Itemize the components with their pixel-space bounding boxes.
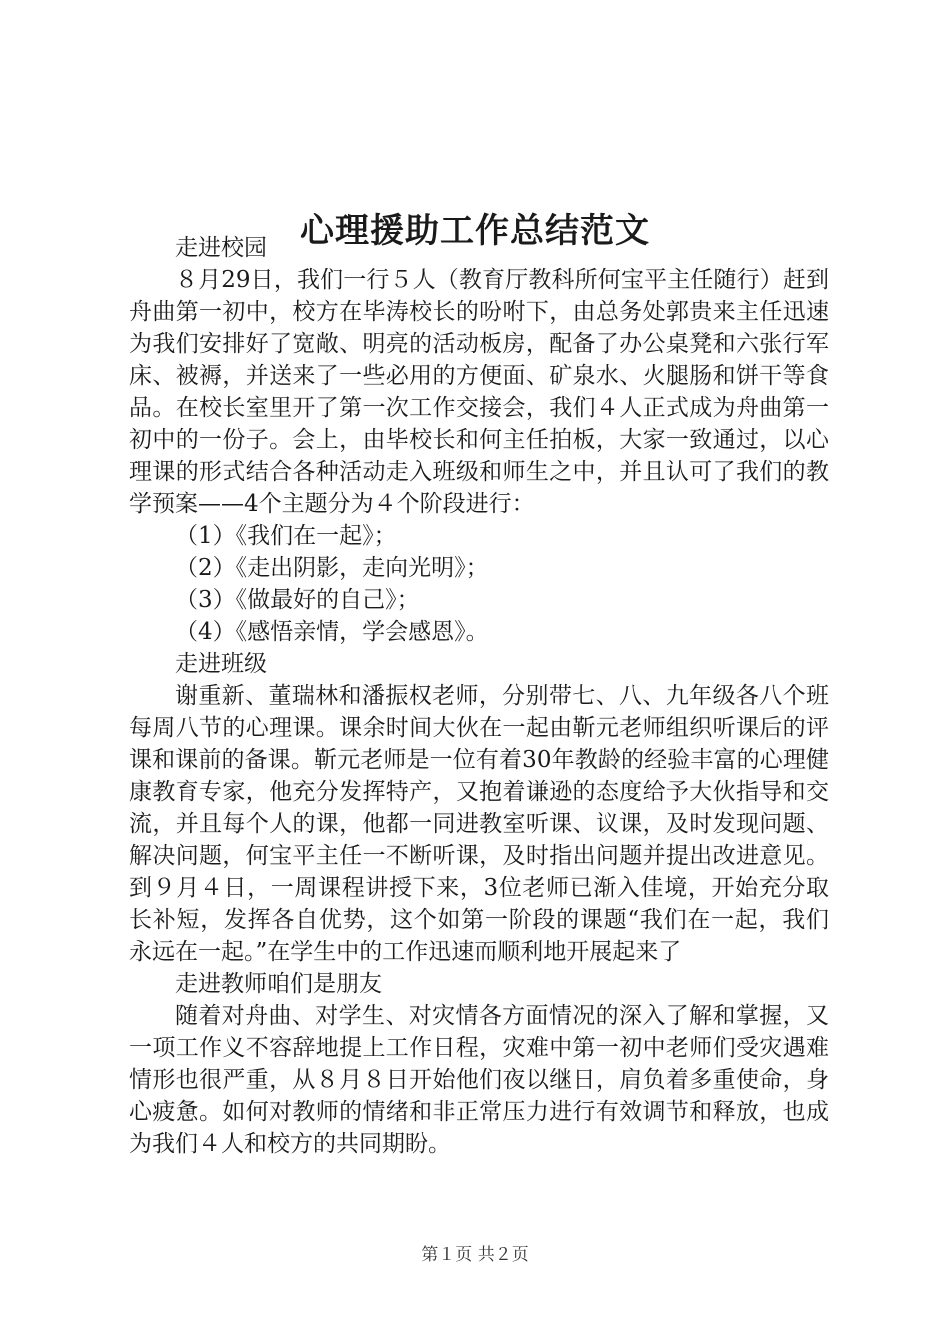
document-title: 心理援助工作总结范文 [300, 210, 650, 251]
page-footer: 第１页 共２页 [421, 1245, 529, 1265]
paragraph-campus: ８月29日，我们一行５人（教育厅教科所何宝平主任随行）赶到舟曲第一初中，校方在毕涛校长的吩咐下，由总务处郭贵来主任迅速为我们安排好了宽敞、明亮的活动板房，配备了办公桌凳和六张行军床、被褥，并送来了一些必用的方便面、矿泉水、火腿肠和饼干等食品。在校长室里开了第一次工作交接会，我们４人正式成为舟曲第一初中的一份子。会上，由毕校长和何主任拍板，大家一致通过，以心理课的形式结合各种活动走入班级和师生之中，并且认可了我们的教学预案——4个主题分为４个阶段进行： [129, 267, 829, 517]
paragraph-class: 谢重新、董瑞林和潘振权老师，分别带七、八、九年级各八个班每周八节的心理课。课余时间大伙在一起由靳元老师组织听课后的评课和课前的备课。靳元老师是一位有着30年教龄的经验丰富的心理健康教育专家，他充分发挥特产，又抱着谦逊的态度给予大伙指导和交流，并且每个人的课，他都一同进教室听课、议课，及时发现问题、解决问题，何宝平主任一不断听课，及时指出问题并提出改进意见。到９月４日，一周课程讲授下来，3位老师已渐入佳境，开始充分取长补短，发挥各自优势，这个如第一阶段的课题“我们在一起，我们永远在一起。”在学生中的工作迅速而顺利地开展起来了 [129, 683, 829, 965]
section-heading-teachers: 走进教师咱们是朋友 [175, 971, 382, 997]
section-heading-class: 走进班级 [175, 651, 267, 677]
paragraph-teachers: 随着对舟曲、对学生、对灾情各方面情况的深入了解和掌握，又一项工作义不容辞地提上工作日程，灾难中第一初中老师们受灾遇难情形也很严重，从８月８日开始他们夜以继日，肩负着多重使命，身心疲惫。如何对教师的情绪和非正常压力进行有效调节和释放，也成为我们４人和校方的共同期盼。 [129, 1003, 829, 1157]
list-item-topic-2: （2）《走出阴影，走向光明》； [175, 555, 489, 581]
document-body [129, 232, 829, 1160]
section-heading-campus: 走进校园 [175, 235, 267, 261]
list-item-topic-3: （3）《做最好的自己》； [175, 587, 420, 613]
list-item-topic-1: （1）《我们在一起》； [175, 523, 397, 549]
list-item-topic-4: （4）《感悟亲情，学会感恩》。 [175, 619, 489, 645]
